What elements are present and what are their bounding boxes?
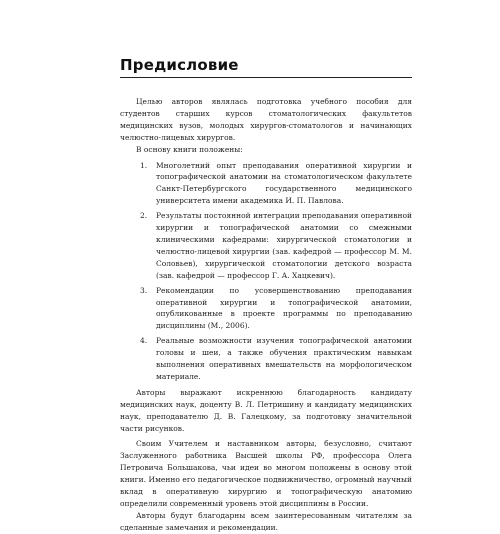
paragraph-basis: В основу книги положены: <box>136 144 243 154</box>
preface-body <box>120 96 412 534</box>
paragraph-readers: Авторы будут благодарны всем заинтересованным читателям за сделанные замечания и рекомендации. <box>120 510 412 532</box>
list-item <box>120 335 412 383</box>
list-item <box>120 160 412 208</box>
list-item-number: 4. <box>140 336 148 346</box>
list-item-number: 1. <box>140 160 148 170</box>
page-title: Предисловие <box>120 56 239 74</box>
list-item-text: Рекомендации по усовершенствованию преподавания оперативной хирургии и топографической анатомии, опубликованные в проекте программы по преподаванию дисциплины (М., 2006). <box>156 285 412 331</box>
list-item-text: Многолетний опыт преподавания оперативной хирургии и топографической анатомии на стоматологическом факультете Санкт-Петербургского государственного медицинского университета имени академика И. П. Павлова. <box>156 160 412 206</box>
list-item-text: Результаты постоянной интеграции преподавания оперативной хирургии и топографической анатомии со смежными клиническими кафедрами: хирургической стоматологии и челюстно-лицевой хирургии (зав. кафедрой — профессор М. М. Соловьев), хирургической стоматологии детского возраста (зав. кафедрой — профессор Г. А. Хацкевич). <box>156 211 412 280</box>
paragraph-thanks: Авторы выражают искреннюю благодарность кандидату медицинских наук, доценту В. Л. Петришину и кандидату медицинских наук, преподавателю Д. В. Галецкому, за подготовку значительной части рисунков. <box>120 387 412 433</box>
list-item-text: Реальные возможности изучения топографической анатомии головы и шеи, а также обучения практическим навыкам выполнения оперативных вмешательств на морфологическом материале. <box>156 336 412 381</box>
list-item <box>120 210 412 281</box>
paragraph-intro: Целью авторов являлась подготовка учебного пособия для студентов старших курсов стоматологических факультетов медицинских вузов, молодых хирургов-стоматологов и начинающих челюстно-лицевых хирургов. <box>120 97 412 142</box>
basis-list <box>120 160 412 383</box>
list-item <box>120 285 412 333</box>
paragraph-teacher: Своим Учителем и наставником авторы, безусловно, считают Заслуженного работника Высшей школы РФ, профессора Олега Петровича Большакова, чьи идеи во многом положены в основу этой книги. Именно его педагогическое подвижничество, огромный научный вклад в оперативную хирургию и топографическую анатомию определили современный уровень этой дисциплины в России. <box>120 439 412 508</box>
list-item-number: 3. <box>140 285 148 295</box>
list-item-number: 2. <box>140 211 148 221</box>
title-underline <box>120 77 412 78</box>
